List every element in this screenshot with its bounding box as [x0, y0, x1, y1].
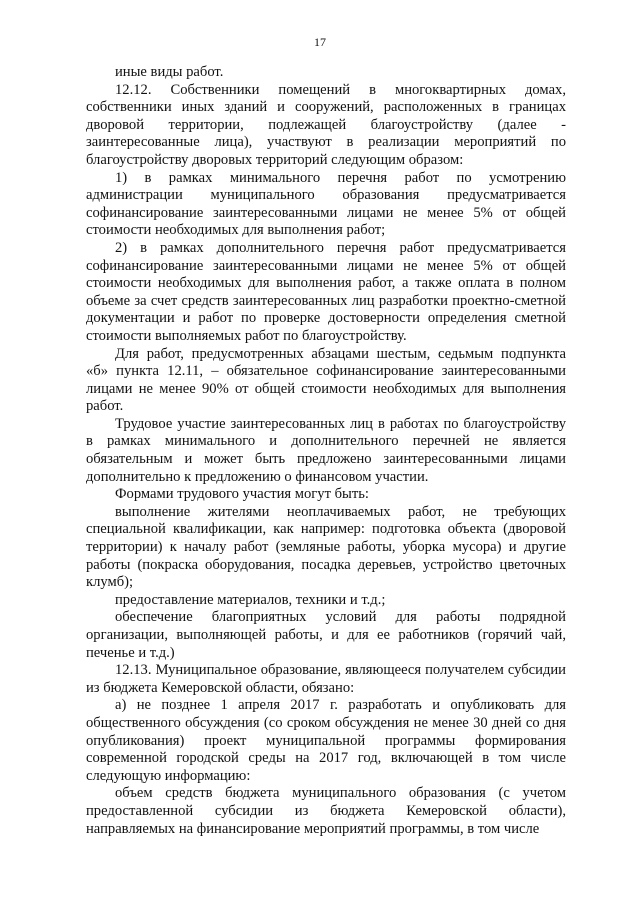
paragraph-12-12: 12.12. Собственники помещений в многоквартирных домах, собственники иных зданий и сооружений, расположенных в границах дворовой территории, подлежащей благоустройству (далее - заинтересованные лица), участвуют в реализации мероприятий по благоустройству дворовых территорий следующим образом:	[86, 81, 566, 168]
paragraph-budget-volume: объем средств бюджета муниципального образования (с учетом предоставленной субсидии из бюджета Кемеровской области), направляемых на финансирование мероприятий программы, в том числе	[86, 785, 566, 837]
paragraph-other-works: иные виды работ.	[115, 64, 224, 80]
paragraph-labor-participation: Трудовое участие заинтересованных лиц в работах по благоустройству в рамках минимального и дополнительного перечней не является обязательным и может быть предложено заинтересованными лицами дополнительно к предложению о финансовом участии.	[86, 415, 566, 485]
paragraph-item-a: а) не позднее 1 апреля 2017 г. разработать и опубликовать для общественного обсуждения (со сроком обсуждения не менее 30 дней со дня опубликования) проект муниципальной программы формирования современной городской среды на 2017 год, включающей в том числе следующую информацию:	[86, 697, 566, 784]
paragraph-unpaid-works: выполнение жителями неоплачиваемых работ, не требующих специальной квалификации, как например: подготовка объекта (дворовой территории) к началу работ (земляные работы, уборка мусора) и другие работы (покраска оборудования, посадка деревьев, устройство цветочных клумб);	[86, 503, 566, 591]
paragraph-12-13: 12.13. Муниципальное образование, являющееся получателем субсидии из бюджета Кемеровской области, обязано:	[86, 662, 566, 696]
paragraph-cofinancing-90: Для работ, предусмотренных абзацами шестым, седьмым подпункта «б» пункта 12.11, – обязательное софинансирование заинтересованными лицами не менее 90% от общей стоимости необходимых для выполнения работ.	[86, 345, 566, 415]
paragraph-item-1: 1) в рамках минимального перечня работ по усмотрению администрации муниципального образования предусматривается софинансирование заинтересованными лицами не менее 5% от общей стоимости необходимых для выполнения работ;	[86, 169, 566, 239]
paragraph-favorable-conditions: обеспечение благоприятных условий для работы подрядной организации, выполняющей работы, и для ее работников (горячий чай, печенье и т.д.)	[86, 609, 566, 661]
paragraph-materials: предоставление материалов, техники и т.д.;	[115, 591, 386, 608]
paragraph-forms-intro: Формами трудового участия могут быть:	[115, 486, 369, 503]
paragraph-item-2: 2) в рамках дополнительного перечня работ предусматривается софинансирование заинтересованными лицами не менее 5% от общей стоимости необходимых для выполнения работ, а также оплата в полном объеме за счет средств заинтересованных лиц разработки проектно-сметной документации и работ по проверке достоверности определения сметной стоимости выполняемых работ по благоустройству.	[86, 239, 566, 344]
page-number: 17	[314, 35, 326, 49]
document-body	[86, 64, 566, 838]
